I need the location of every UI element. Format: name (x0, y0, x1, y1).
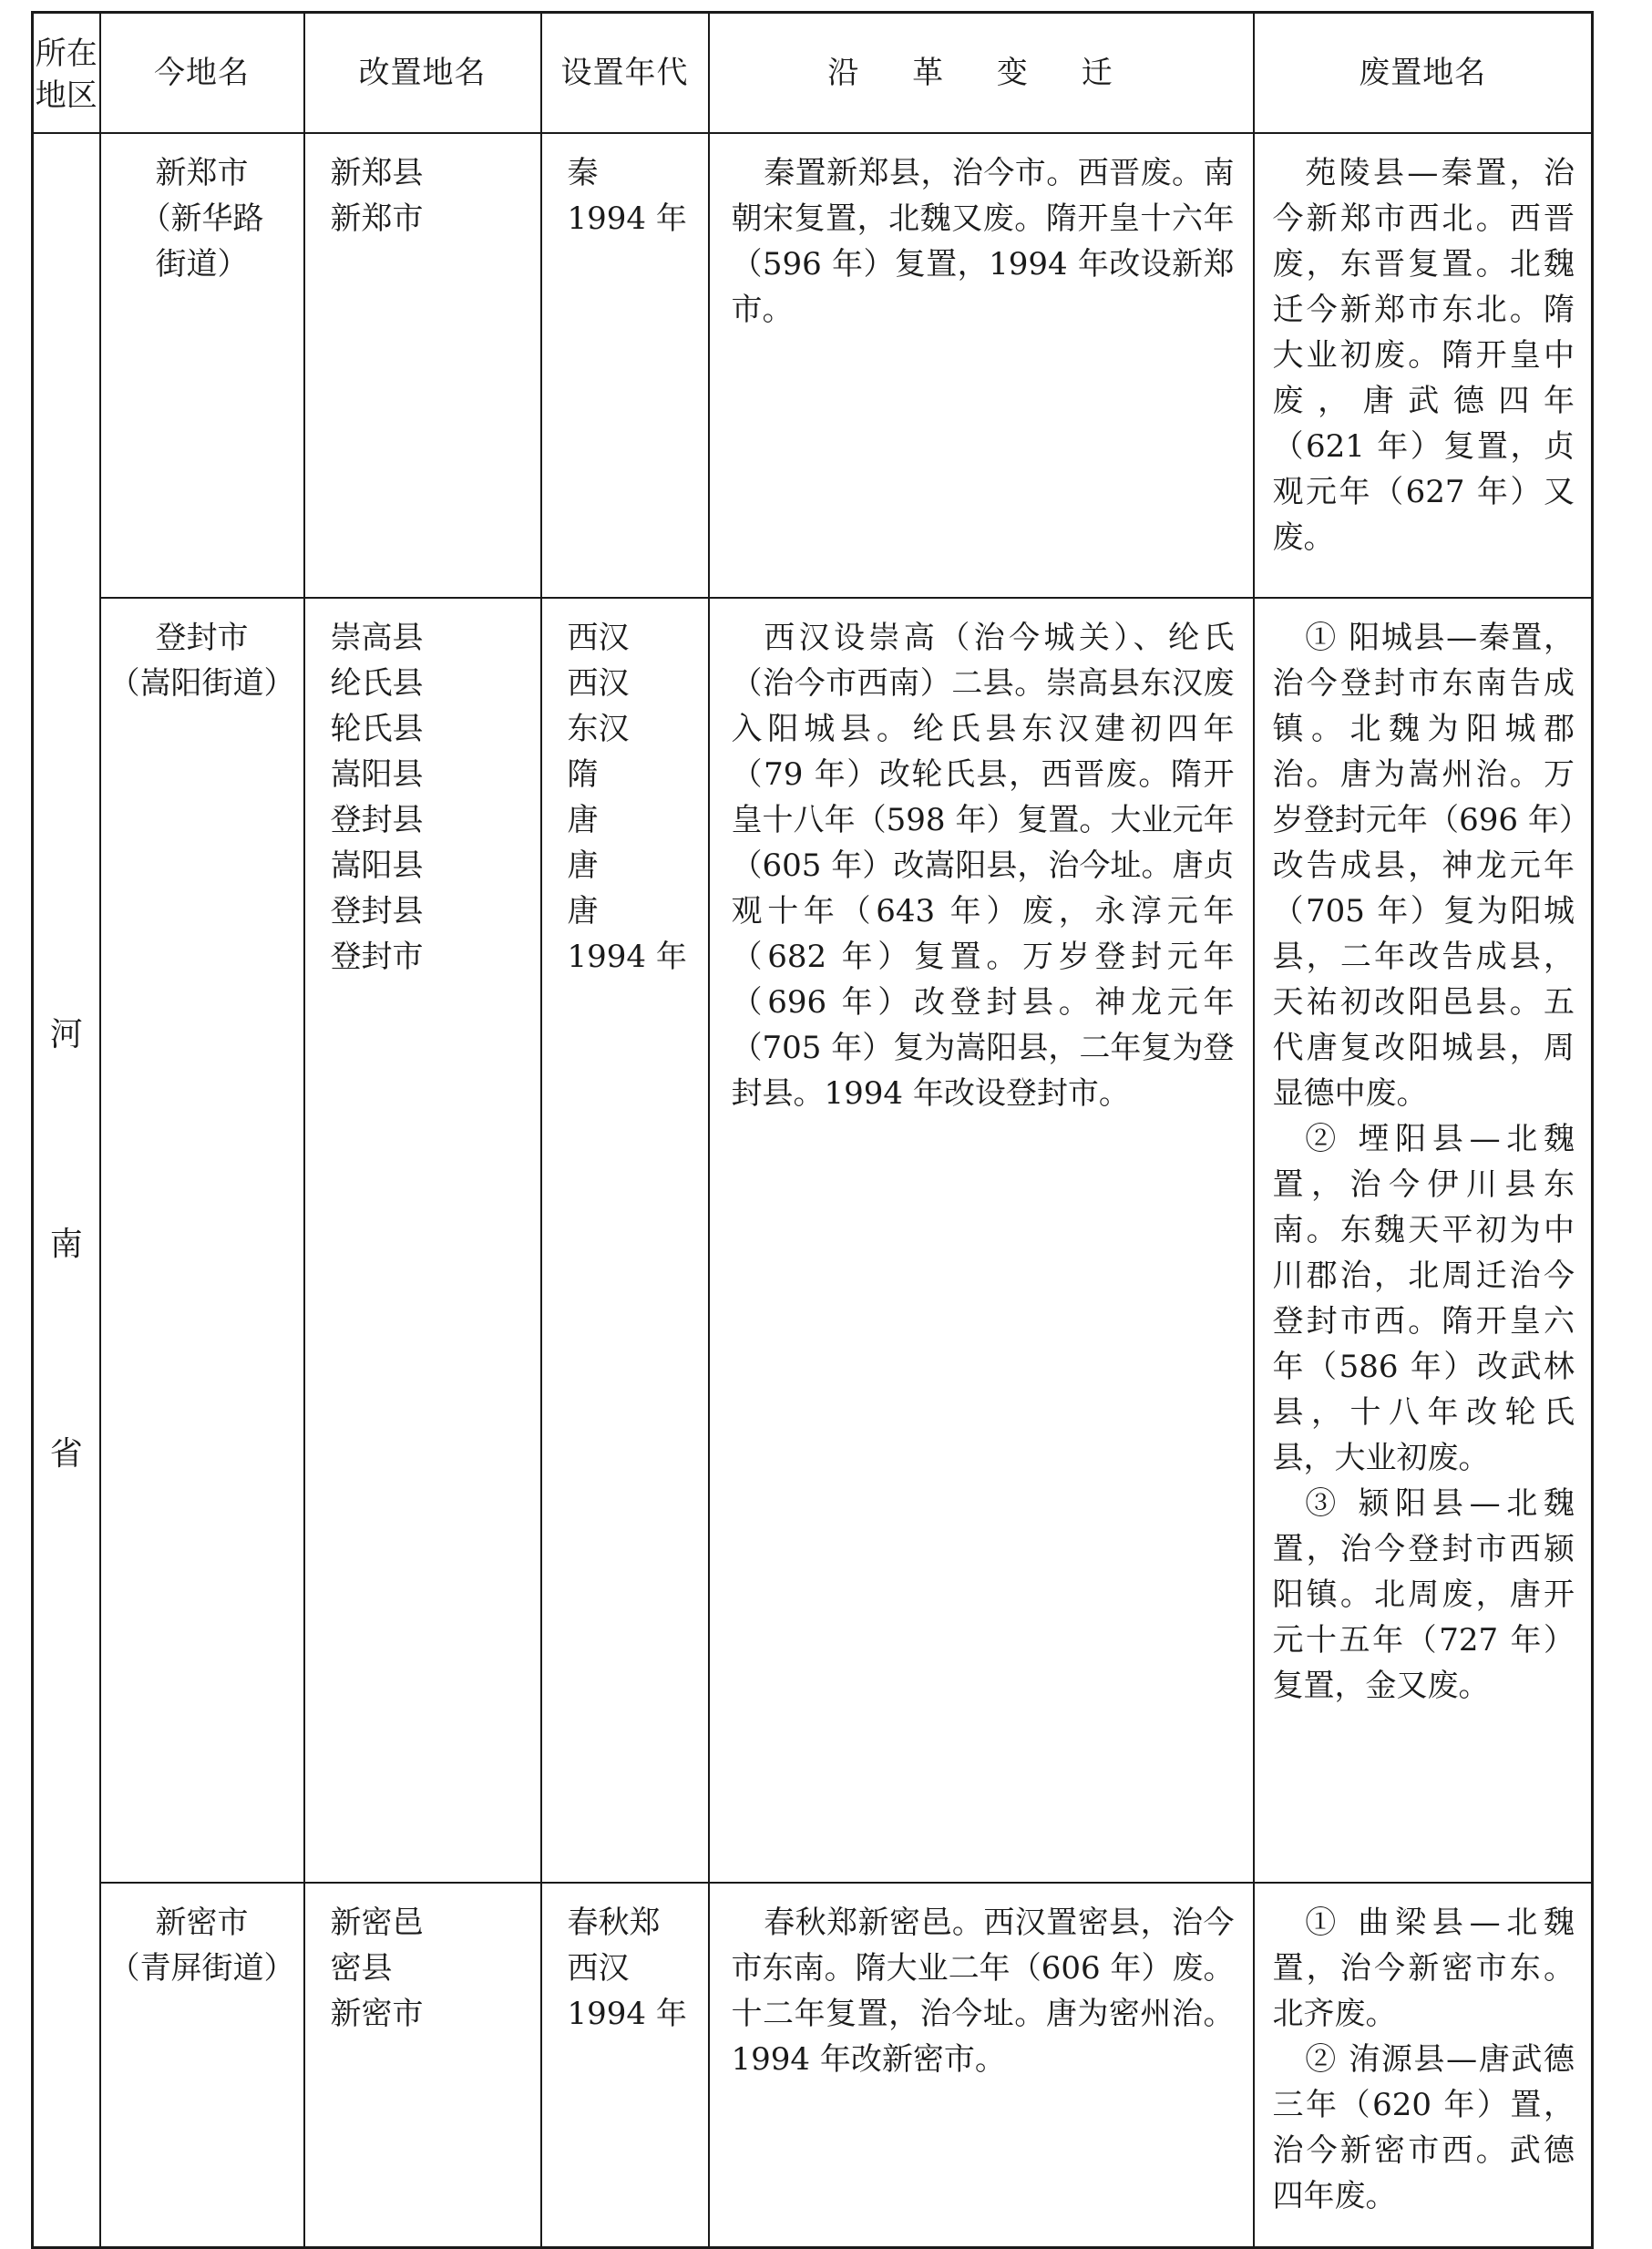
historical-names-cell: 新密邑 密县 新密市 (304, 1883, 541, 2248)
document-page (31, 11, 1594, 2249)
established-cell: 秦 1994 年 (541, 133, 709, 598)
abolished-cell: 苑陵县—秦置，治今新郑市西北。西晋废，东晋复置。北魏迁今新郑市东北。隋大业初废。隋开皇中废，唐武德四年（621 年）复置，贞观元年（627 年）又废。 (1254, 133, 1593, 598)
established-cell: 春秋郑 西汉 1994 年 (541, 1883, 709, 2248)
modern-name-cell: 新密市 （青屏街道） (100, 1883, 304, 2248)
region-char: 南 (49, 1226, 83, 1263)
modern-name-cell: 新郑市 （新华路 街道） (100, 133, 304, 598)
header-modern-name: 今地名 (100, 13, 304, 134)
abolished-cell: ① 曲梁县—北魏置，治今新密市东。北齐废。 ② 洧源县—唐武德三年（620 年）置，治今新密市西。武德四年废。 (1254, 1883, 1593, 2248)
evolution-cell: 春秋郑新密邑。西汉置密县，治今市东南。隋大业二年（606 年）废。十二年复置，治今址。唐为密州治。1994 年改新密市。 (709, 1883, 1254, 2248)
header-abolished: 废置地名 (1254, 13, 1593, 134)
table-row (33, 1883, 1593, 2248)
header-historical-names: 改置地名 (304, 13, 541, 134)
established-cell: 西汉 西汉 东汉 隋 唐 唐 唐 1994 年 (541, 598, 709, 1883)
region-char: 省 (49, 1435, 83, 1473)
region-cell (33, 133, 100, 2248)
header-region: 所在 地区 (33, 13, 100, 134)
evolution-cell: 秦置新郑县，治今市。西晋废。南朝宋复置，北魏又废。隋开皇十六年（596 年）复置，1994 年改设新郑市。 (709, 133, 1254, 598)
header-row (33, 13, 1593, 134)
region-char: 河 (49, 1016, 83, 1053)
gazetteer-table (31, 11, 1594, 2249)
historical-names-cell: 崇高县 纶氏县 轮氏县 嵩阳县 登封县 嵩阳县 登封县 登封市 (304, 598, 541, 1883)
header-evolution: 沿 革 变 迁 (709, 13, 1254, 134)
abolished-cell: ① 阳城县—秦置，治今登封市东南告成镇。北魏为阳城郡治。唐为嵩州治。万岁登封元年（696 年）改告成县，神龙元年（705 年）复为阳城县，二年改告成县，天祐初改阳邑县。五代唐复改阳城县，周显德中废。 ② 堙阳县—北魏置，治今伊川县东南。东魏天平初为中川郡治，北周迁治今登封市西。隋开皇六年（586 年）改武林县，十八年改轮氏县，大业初废。 ③ 颍阳县—北魏置，治今登封市西颍阳镇。北周废，唐开元十五年（727 年）复置，金又废。 (1254, 598, 1593, 1883)
historical-names-cell: 新郑县 新郑市 (304, 133, 541, 598)
table-row (33, 133, 1593, 598)
table-row (33, 598, 1593, 1883)
modern-name-cell: 登封市 （嵩阳街道） (100, 598, 304, 1883)
evolution-cell: 西汉设崇高（治今城关）、纶氏（治今市西南）二县。崇高县东汉废入阳城县。纶氏县东汉建初四年（79 年）改轮氏县，西晋废。隋开皇十八年（598 年）复置。大业元年（605 年）改嵩阳县，治今址。唐贞观十年（643 年）废，永淳元年（682 年）复置。万岁登封元年（696 年）改登封县。神龙元年（705 年）复为嵩阳县，二年复为登封县。1994 年改设登封市。 (709, 598, 1254, 1883)
header-established: 设置年代 (541, 13, 709, 134)
